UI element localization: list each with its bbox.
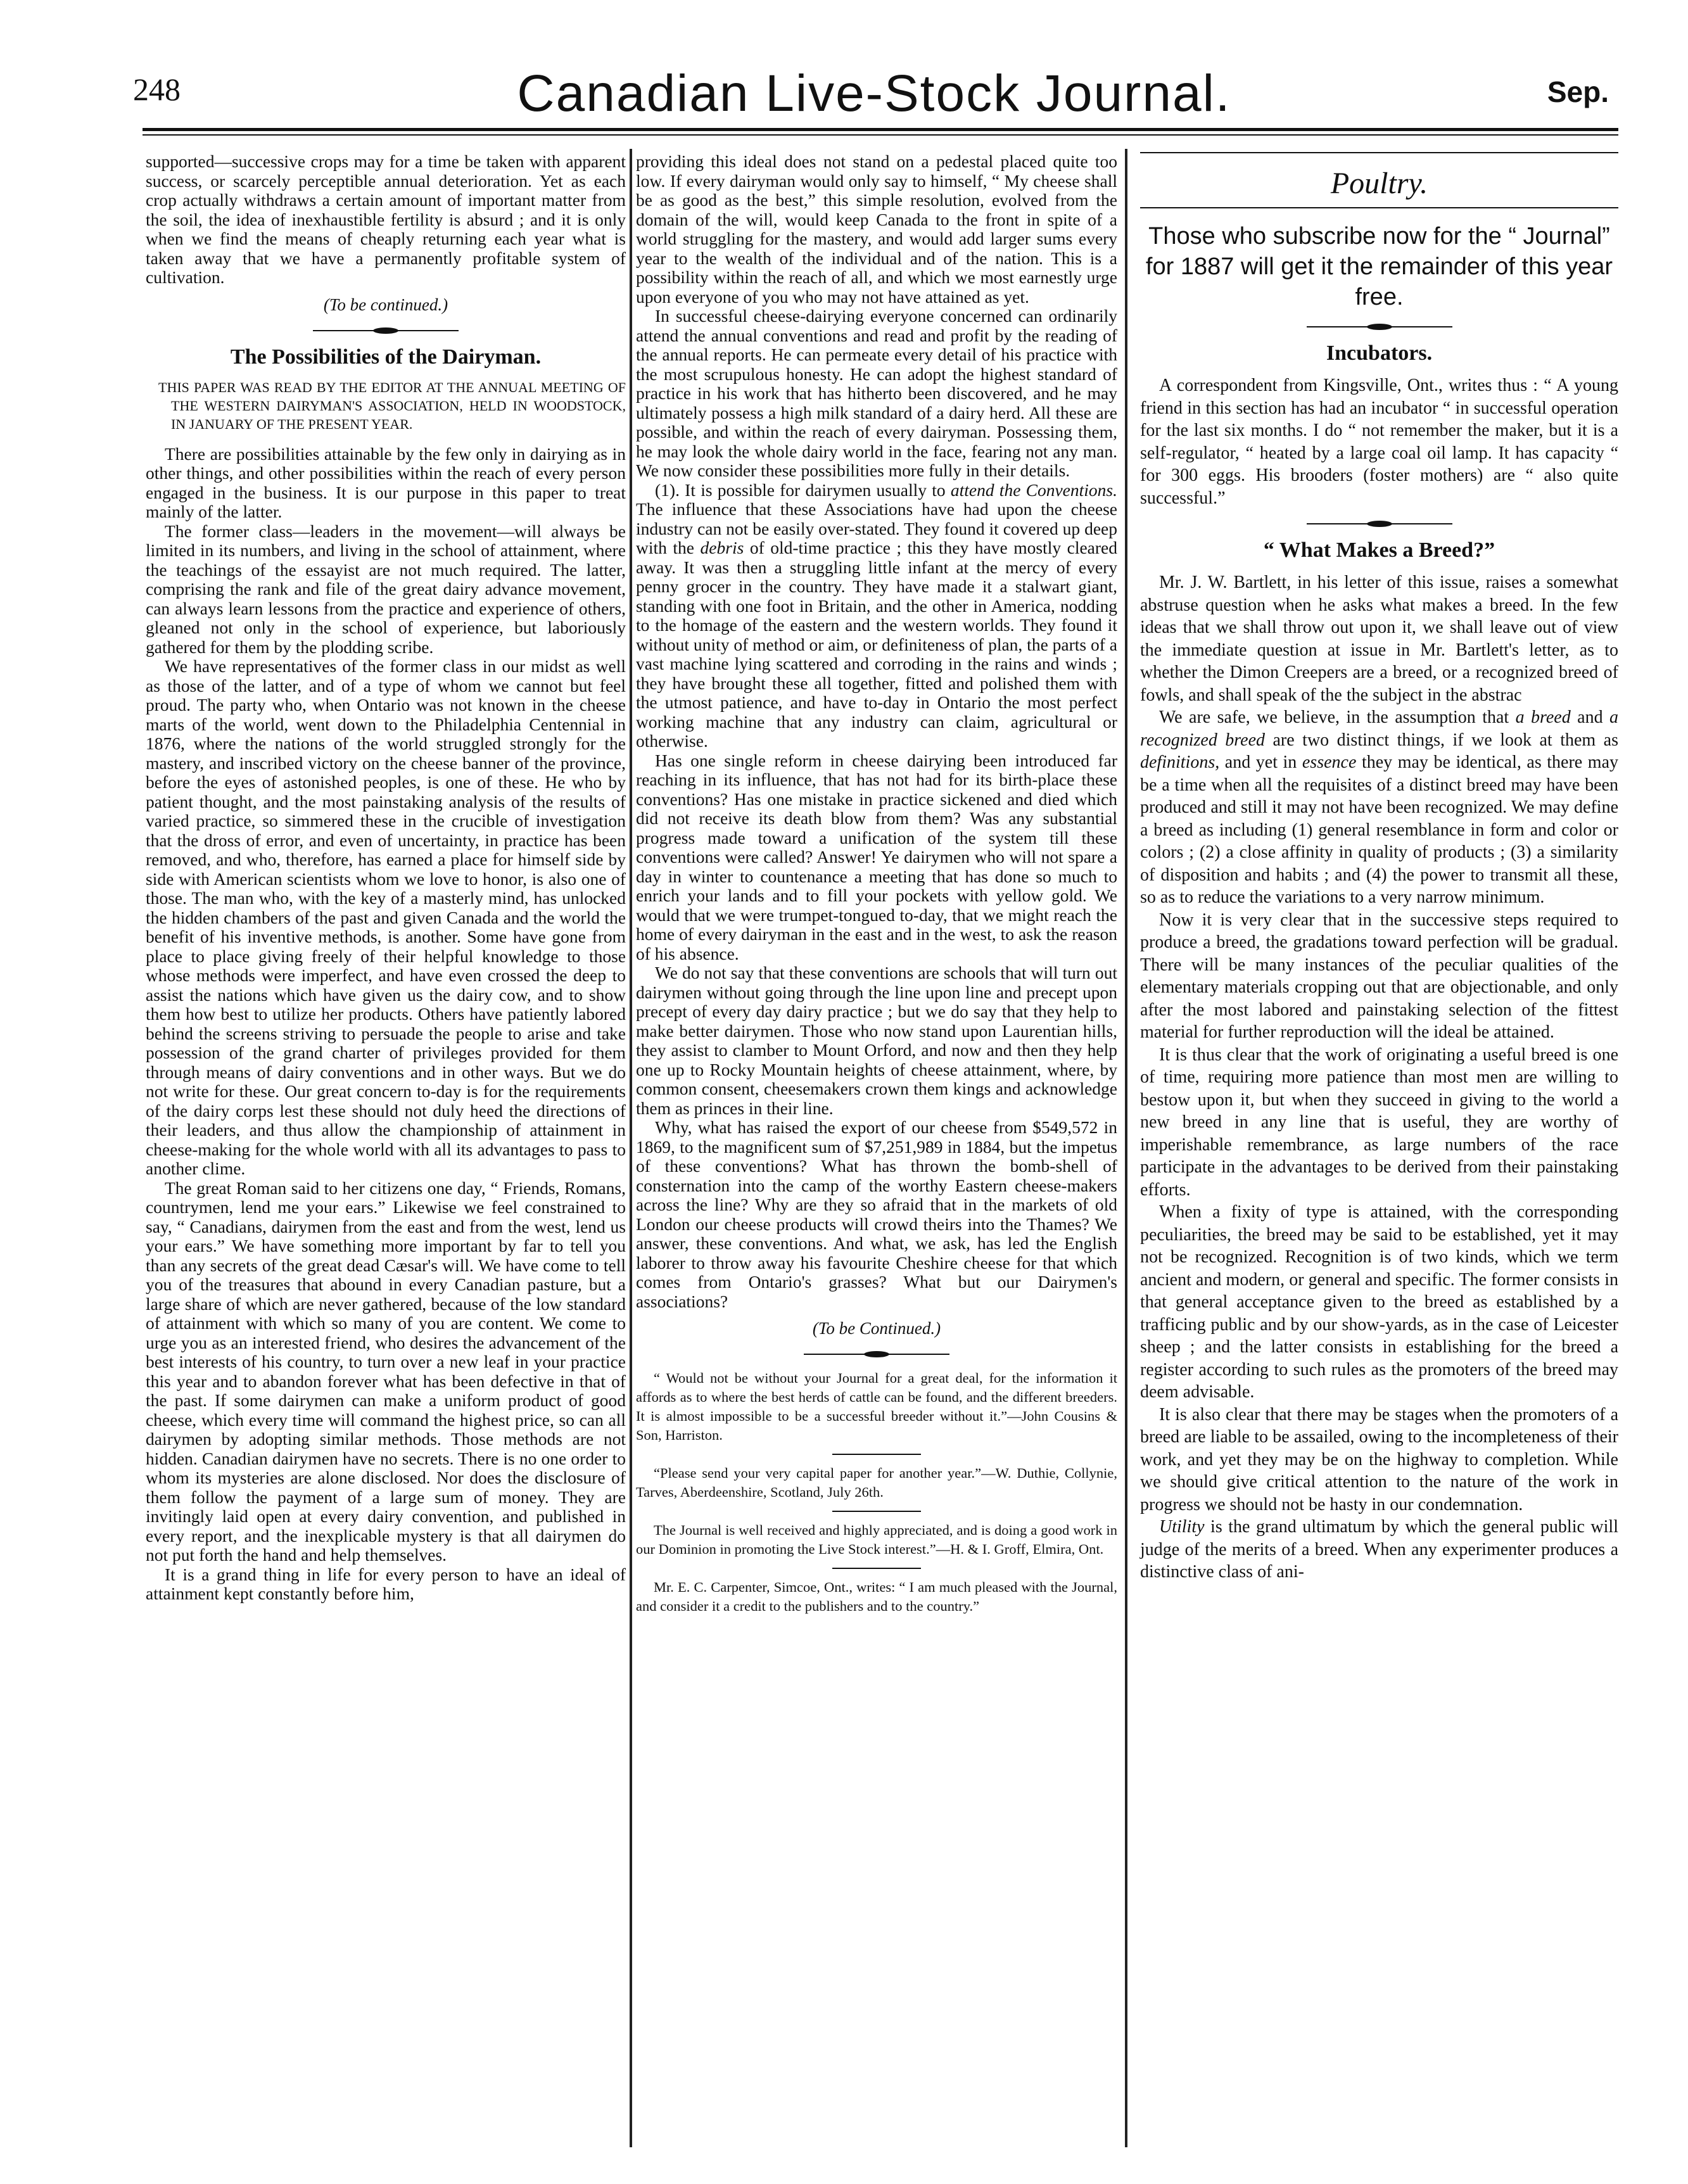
paragraph: A correspondent from Kingsville, Ont., writes thus : “ A young friend in this section has had an incubator “ in successful operation for the last six months. I do “ not remember the maker, but it is a self-regulator, “ heated by a large coal oil lamp. It has capacity “ for 300 eggs. His brooders (foster mothers) are “ also quite successful.” [1140, 376, 1618, 508]
continued-note: (To be continued.) [323, 295, 448, 314]
ornament-divider [1307, 521, 1452, 527]
paragraph: The former class—leaders in the movement—will always be limited in its numbers, and living in the school of attainment, where the teachings of the essayist are not much required. The latter, comprising the rank and file of the great dairy advance movement, can always learn lessons from the practice and experience of others, gleaned not only in the school of experience, but laboriously gathered for them by the plodding scribe. [146, 521, 626, 657]
paragraph: supported—successive crops may for a time be taken with apparent success, or scarcely perceptible annual deterioration. Yet as each crop actually withdraws a certain amount of important matter from the soil, the idea of inexhaustible fertility is absurd ; and it is only when we find the means of cheaply returning each year what is taken away that we have a permanently profitable system of cultivation. [146, 151, 626, 287]
paragraph: It is also clear that there may be stages when the promoters of a breed are liable to be assailed, owing to the incompleteness of their work, and yet they may be on the highway to completion. While we should give critical attention to the nature of the work in progress we should not be hasty in our condemnation. [1140, 1404, 1618, 1514]
emphasis: debris [700, 538, 744, 557]
testimonial: “Please send your very capital paper for another year.”—W. Duthie, Collynie, Tarves, Aberdeenshire, Scotland, July 26th. [636, 1465, 1117, 1500]
page-number: 248 [133, 72, 181, 107]
section-title: Poultry. [1330, 167, 1428, 200]
section-rule [1140, 152, 1618, 153]
text-run: of old-time practice ; this they have mostly cleared away. It was then a struggling little infant at the mercy of every penny grocer in the country. They have made it a stalwart giant, standing with one foot in Britain, and the other in America, nodding to the homage of the eastern and the western worlds. They found it without unity of method or aim, or definiteness of plan, the parts of a vast machine lying scattered and corroding in the rains and winds ; they have brought these all together, fitted and polished them with the utmost patience, and have to-day in Ontario the most perfect working machine that any industry can claim, agricultural or otherwise. [636, 538, 1117, 751]
page-header [133, 63, 1615, 124]
text-run: and yet in [1219, 752, 1302, 772]
paragraph [1140, 706, 1618, 909]
testimonial: The Journal is well received and highly appreciated, and is doing a good work in our Dominion in promoting the Live Stock interest.”—H. & I. Groff, Elmira, Ont. [636, 1522, 1117, 1557]
emphasis: a recognized breed [1140, 708, 1619, 750]
paragraph: It is thus clear that the work of originating a useful breed is one of time, requiring more patience than most men are willing to bestow upon it, but when they succeed in giving to the world a new breed in any line that is useful, they are worthy of imperishable remembrance, as large numbers of the race participate in the advantages to be derived from their painstaking efforts. [1140, 1044, 1618, 1200]
paragraph: providing this ideal does not stand on a pedestal placed quite too low. If every dairyman would only say to himself, “ My cheese shall be as good as the best,” this simple resolution, evolved from the domain of the will, would keep Canada to the front in spite of a world struggling for the mastery, and would add larger sums every year to the wealth of the individual and of the nation. This is a possibility within the reach of all, and which we most earnestly urge upon everyone of you who may not have attained as yet. [636, 151, 1117, 307]
paragraph: Has one single reform in cheese dairying been introduced far reaching in its influence, that has not had for its birth-place these conventions? Has one mistake in practice sickened and died which did not receive its death blow from them? Was any substantial progress made toward a unification of the system till these conventions were called? Answer! Ye dairymen who will not spare a day in winter to countenance a meeting that has done so much to enrich your lands and to fill your pockets with yellow gold. We would that we were trumpet-tongued to-day, that we might reach the home of every dairyman in the east and in the west, to ask the reason of his absence. [636, 750, 1117, 963]
continued-note: (To be Continued.) [812, 1319, 941, 1338]
paragraph: Why, what has raised the export of our cheese from $549,572 in 1869, to the magnificent sum of $7,251,989 in 1884, but the impetus of these conventions? What has thrown the bomb-shell of consternation into the camp of the worthy Eastern cheese-makers across the line? Why are they so afraid that in the markets of old London our cheese products will crowd theirs into the Thames? We answer, these conventions. And what, we ask, has led the English laborer to throw away his favourite Cheshire cheese for that which comes from Ontario's grasses? What but our Dairymen's associations? [636, 1117, 1117, 1311]
paragraph: When a fixity of type is attained, with the corresponding peculiarities, the breed may be said to be established, yet it may not be recognized. Recognition is of two kinds, which we term ancient and modern, or general and specific. The former consists in that general acceptance given to the breed as established by a trafficing public and by our show-yards, as in the case of Leicester sheep ; and the latter consists in establishing for the breed a register according to such rules as the promoters of the breed may deem advisable. [1140, 1202, 1618, 1402]
text-run: they may be identical, as there may be a time when all the requisites of a distinct breed may have been produced and still it may not have been recognized. We may define a breed as including (1) general resemblance in form and color or colors ; (2) a close affinity in quality of products ; (3) a similarity of disposition and habits ; and (4) the power to transmit all these, so as to reduce the variations to a very narrow minimum. [1140, 752, 1619, 907]
paragraph: Mr. J. W. Bartlett, in his letter of this issue, raises a somewhat abstruse question when he asks what makes a breed. In the few ideas that we shall throw out upon it, we shall leave out of view the immediate question at issue in Mr. Bartlett's letter, as to whether the Dimon Creepers are a breed, or a recognized breed of fowls, and shall speak of the the subject in the abstrac [1140, 573, 1618, 705]
testimonial: “ Would not be without your Journal for a great deal, for the information it affords as to where the best herds of cattle can be found, and the different breeders. It is almost impossible to be a successful breeder without it.”—John Cousins & Son, Harriston. [636, 1370, 1117, 1443]
separator [832, 1454, 921, 1455]
article-note: THIS PAPER WAS READ BY THE EDITOR AT THE ANNUAL MEETING OF THE WESTERN DAIRYMAN'S ASSOCIATION, HELD IN WOODSTOCK, IN JANUARY OF THE PRESENT YEAR. [158, 379, 626, 432]
ornament-divider [313, 327, 459, 334]
column-divider-2 [1125, 149, 1127, 2147]
emphasis: a breed [1515, 708, 1571, 727]
emphasis: definitions, [1140, 752, 1220, 772]
text-run: We are safe, we believe, in the assumption that [1159, 708, 1516, 727]
emphasis: essence [1302, 752, 1357, 772]
header-rule-thick [143, 128, 1618, 131]
text-run: The influence that these Associations have had upon the cheese industry can not be easily over-stated. They found it covered up deep with the [636, 499, 1117, 557]
testimonials [636, 1369, 1117, 1616]
paragraph: We have representatives of the former class in our midst as well as those of the latter, and of a type of whom we cannot but feel proud. The party who, when Ontario was not known in the cheese marts of the world, went down to the Philadelphia Centennial in 1876, where the nations of the world struggled strongly for the mastery, and inscribed victory on the cheese banner of the province, before the eyes of astonished peoples, is one of these. He who by patient thought, and the most painstaking analysis of the results of varied practice, so simmered these in the crucible of investigation that the dross of error, and even of uncertainty, in practice has been removed, and who, therefore, has earned a place for himself side by side with American scientists whom we love to honor, is also one of those. The man who, with the key of a masterly mind, has unlocked the hidden chambers of the past and given Canada and the world the benefit of his inventive methods, is another. Some have gone from place to place giving freely of their helpful knowledge to those whose methods were imperfect, and have even crossed the deep to assist the nations which have given us the dairy cow, and to show them how best to utilize her products. Others have patiently labored behind the screens striving to persuade the people to arise and take possession of the grand charter of privileges provided for them through means of dairy conventions and in other ways. But we do not write for these. Our great concern to-day is for the requirements of the dairy corps lest these should not duly heed the directions of their leaders, and thus allow the championship of attainment in cheese-making for the whole world with all its advantages to pass to another clime. [146, 656, 626, 1178]
paragraph: There are possibilities attainable by the few only in dairying as in other things, and other possibilities within the reach of every person engaged in the business. It is our purpose in this paper to treat mainly of the latter. [146, 443, 626, 521]
paragraph: It is a grand thing in life for every person to have an ideal of attainment kept constantly before him, [146, 1564, 626, 1603]
ornament-divider [804, 1351, 949, 1357]
separator [832, 1511, 921, 1512]
article-title: “ What Makes a Breed?” [1263, 538, 1495, 562]
testimonial: Mr. E. C. Carpenter, Simcoe, Ont., writes: “ I am much pleased with the Journal, and consider it a credit to the publishers and to the country.” [636, 1579, 1117, 1614]
section-rule [1140, 207, 1618, 208]
separator [832, 1568, 921, 1569]
column-3 [1140, 152, 1618, 1584]
column-2 [636, 152, 1117, 1616]
text-run: is the grand ultimatum by which the general public will judge of the merits of a breed. When any experimenter produces a distinctive class of ani- [1140, 1517, 1618, 1582]
paragraph [636, 481, 1117, 751]
article-title: Incubators. [1326, 341, 1433, 365]
column-divider-1 [630, 149, 632, 2147]
paragraph: In successful cheese-dairying everyone concerned can ordinarily attend the annual conventions and read and profit by the reading of the annual reports. He can permeate every detail of his practice with the most scrupulous honesty. He can adopt the highest standard of practice in his work that has hitherto been discovered, and he may ultimately possess a high milk standard of a dairy herd. All these are possible, and within the reach of every dairyman. Possessing them, he may look the whole dairy world in the face, fearing not any man. We now consider these possibilities more fully in their details. [636, 306, 1117, 480]
issue-month: Sep. [1547, 75, 1609, 108]
paragraph: We do not say that these conventions are schools that will turn out dairymen without going through the line upon line and precept upon precept of every day dairy practice ; but we do say that they help to make better dairymen. Those who now stand upon Laurentian hills, they assist to clamber to Mount Orford, and now and then they help one up to Rocky Mountain heights of cheese attainment, where, by common consent, cheesemakers crown them kings and acknowledge them as princes in their line. [636, 963, 1117, 1118]
ornament-divider [1307, 324, 1452, 330]
masthead: Canadian Live-Stock Journal. [517, 65, 1231, 122]
column-1 [146, 152, 626, 1604]
paragraph [1140, 1516, 1618, 1584]
subscribe-notice: Those who subscribe now for the “ Journal” for 1887 will get it the remainder of this year free. [1145, 223, 1613, 310]
paragraph: The great Roman said to her citizens one day, “ Friends, Romans, countrymen, lend me your ears.” Likewise we feel constrained to say, “ Canadians, dairymen from the east and from the west, lend us your ears.” We have something more important by far to tell you than any secrets of the great dead Cæsar's will. We have come to tell you of the treasures that abound in every Canadian pasture, but a large share of which are never gathered, because of the low standard of attainment with which so many of you are content. We come to urge you as an interested friend, who desires the advancement of the best interests of his country, to turn over a new leaf in your practice this year and to abandon forever what has been defective in that of the past. If some dairymen can make a uniform product of good cheese, which every time will command the highest price, so can all dairymen by adopting similar methods. Those methods are not hidden. Canadian dairymen have no secrets. There is no one order to whom its mysteries are alone disclosed. Nor does the disclosure of them follow the payment of a large sum of money. They are invitingly laid open at every dairy convention, and published in every report, and the inexplicable mystery is that all dairymen do not put forth the hand and help themselves. [146, 1178, 626, 1565]
text-run: (1). It is possible for dairymen usually to [655, 479, 951, 500]
paragraph: Now it is very clear that in the successive steps required to produce a breed, the gradations toward perfection will be gradual. There will be many instances of the peculiar qualities of the elementary materials cropping out that are objectionable, and only after the most labored and painstaking selection of the fittest material for further reproduction will the ideal be attained. [1140, 910, 1618, 1042]
text-run: are two distinct things, if we look at them as [1265, 730, 1618, 750]
emphasis: Utility [1159, 1517, 1205, 1537]
header-rule-thin [143, 134, 1618, 136]
text-run: and [1570, 708, 1610, 727]
article-title: The Possibilities of the Dairyman. [230, 345, 542, 369]
emphasis: attend the Conventions. [950, 479, 1117, 500]
